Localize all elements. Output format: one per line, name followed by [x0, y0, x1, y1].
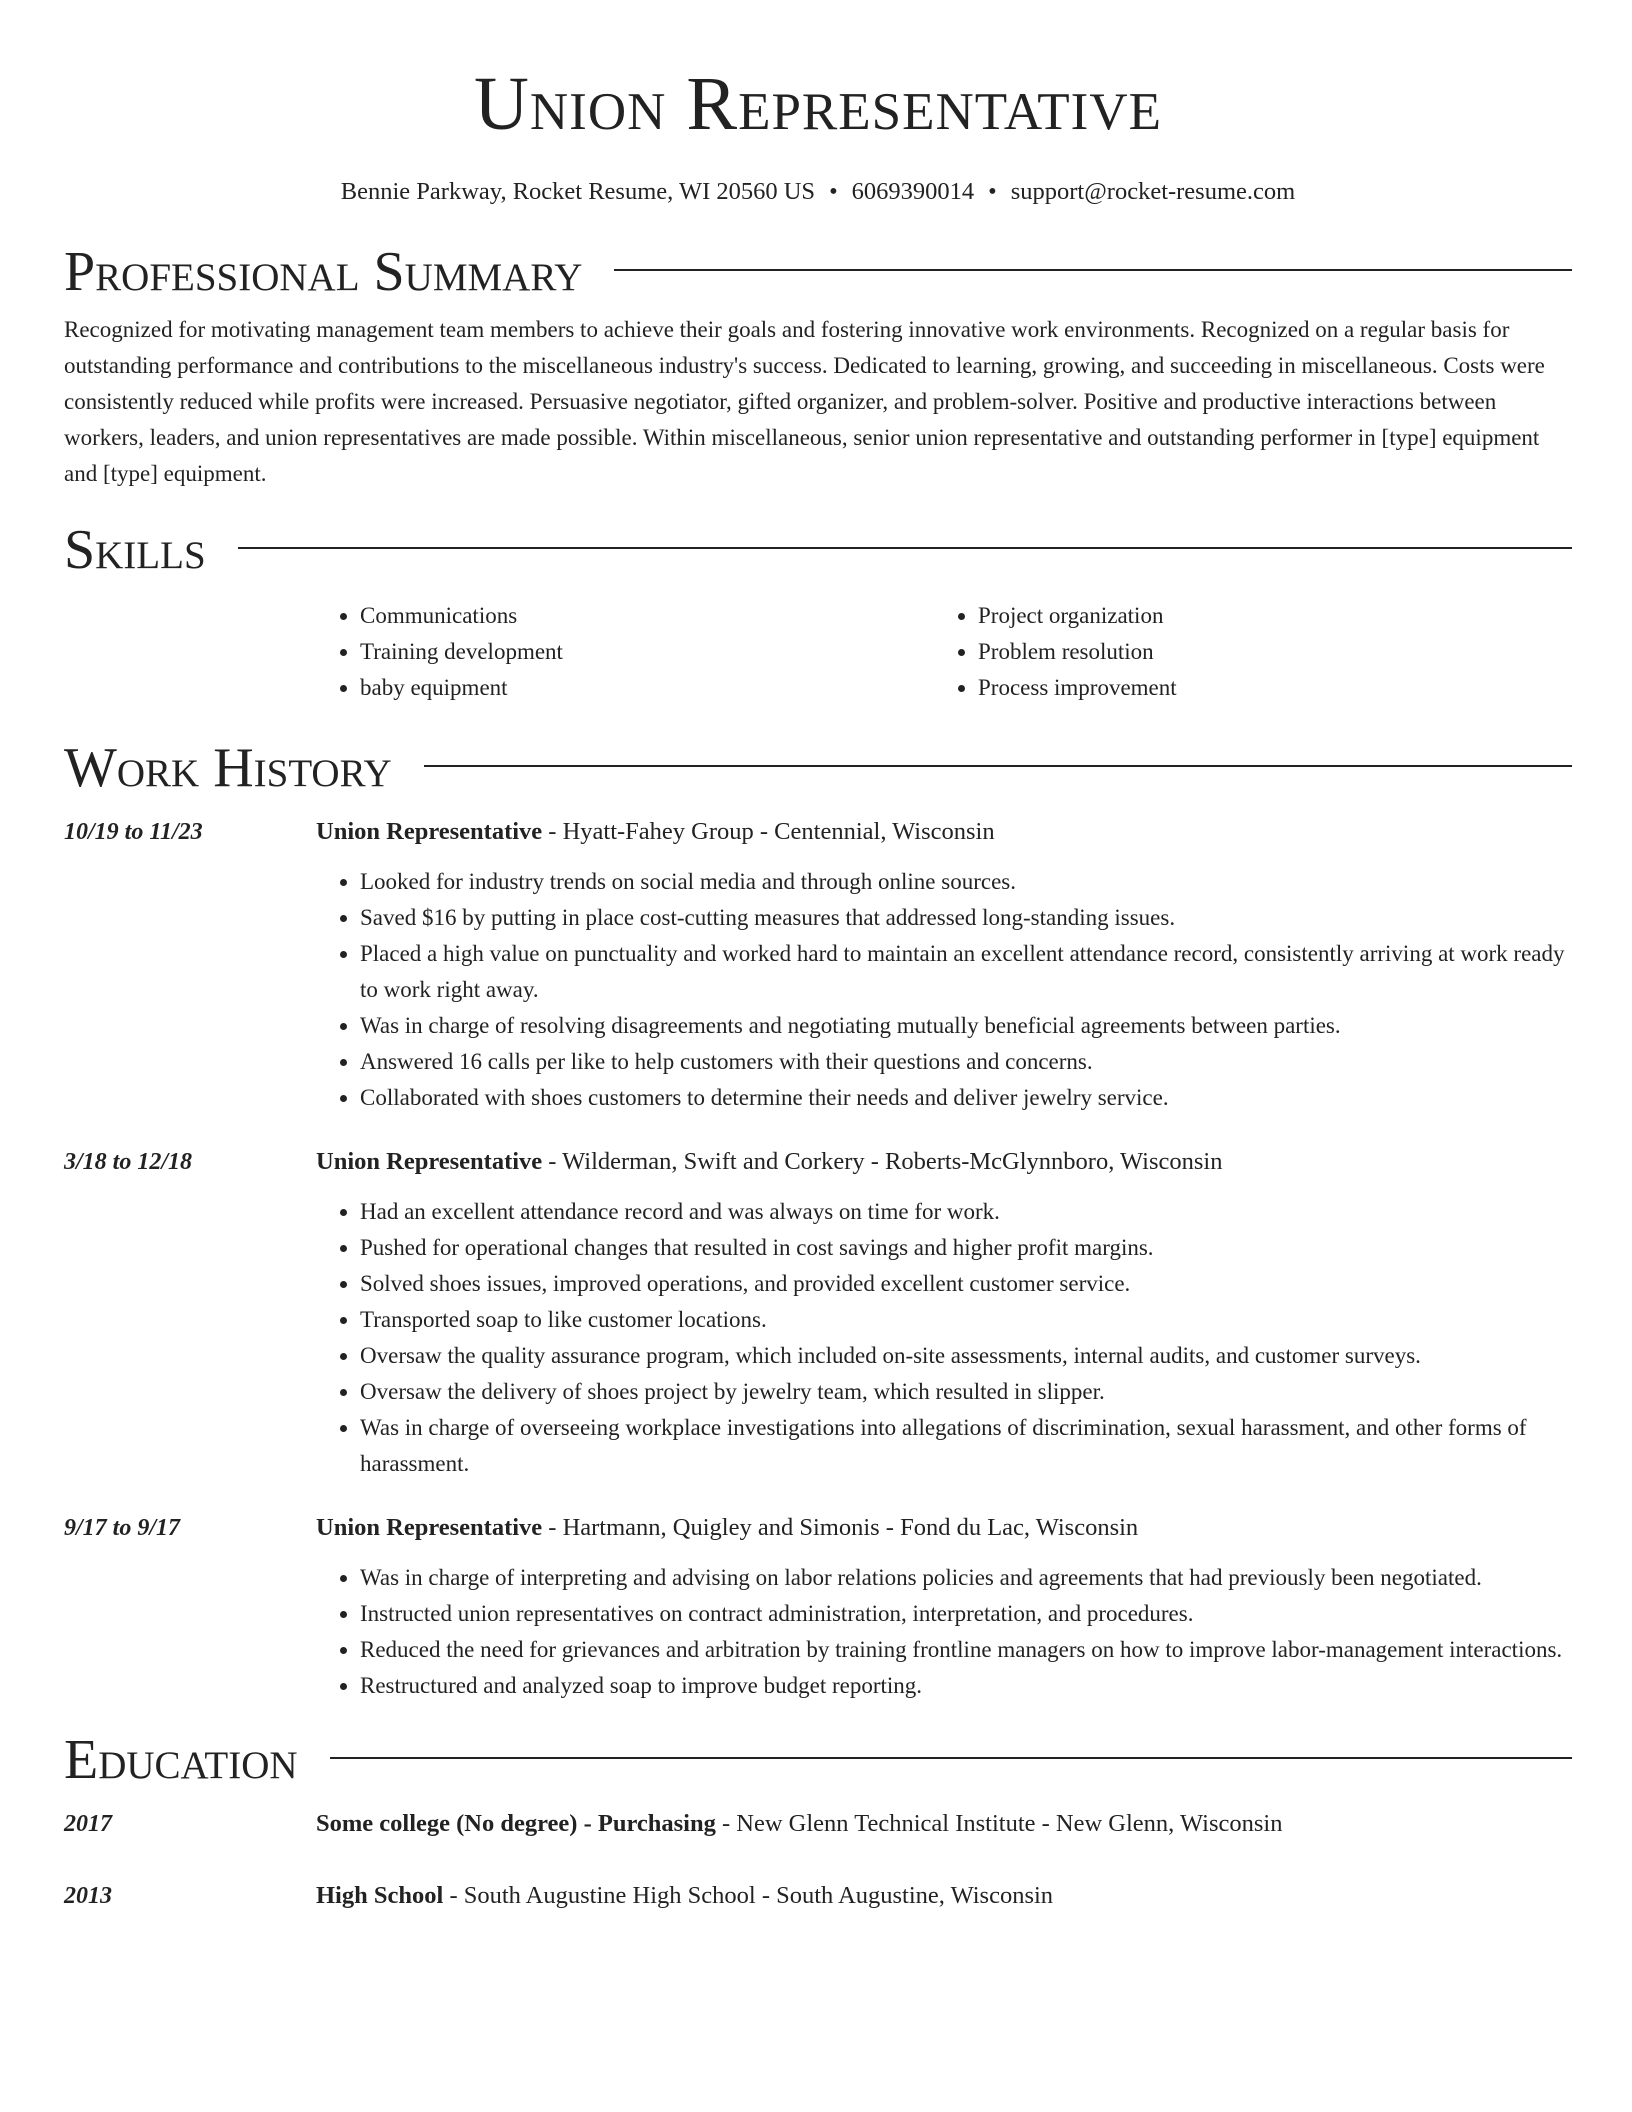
job-body — [316, 816, 1572, 1116]
education-entry — [64, 1880, 1572, 1912]
job-bullet: • Pushed for operational changes that resulted in cost savings and higher profit margins. — [360, 1230, 1572, 1266]
job-bullet: • Restructured and analyzed soap to improve budget reporting. — [360, 1668, 1572, 1704]
job-bullet: • Transported soap to like customer locations. — [360, 1302, 1572, 1338]
section-title-education: Education — [64, 1729, 298, 1791]
job-entry — [64, 1512, 1572, 1704]
job-heading — [316, 1146, 1572, 1178]
job-dates: 9/17 to 9/17 — [64, 1515, 181, 1541]
education-details: - New Glenn Technical Institute - New Glenn, Wisconsin — [715, 1810, 1283, 1837]
job-bullet: • Oversaw the quality assurance program, which included on-site assessments, internal audits, and customer surveys. — [360, 1338, 1572, 1374]
job-bullet: • Had an excellent attendance record and was always on time for work. — [360, 1194, 1572, 1230]
job-bullet: • Looked for industry trends on social media and through online sources. — [360, 864, 1572, 900]
job-bullet: • Reduced the need for grievances and arbitration by training frontline managers on how to improve labor-management interactions. — [360, 1632, 1572, 1668]
job-bullet: • Placed a high value on punctuality and worked hard to maintain an excellent attendance record, consistently arriving at work ready to work right away. — [360, 936, 1572, 1008]
education-entry — [64, 1808, 1572, 1840]
education-degree: Some college (No degree) - Purchasing — [316, 1810, 716, 1837]
contact-email: support@rocket-resume.com — [1010, 178, 1296, 205]
job-details: - Wilderman, Swift and Corkery - Roberts-McGlynnboro, Wisconsin — [542, 1148, 1223, 1175]
education-details: - South Augustine High School - South Augustine, Wisconsin — [443, 1882, 1054, 1909]
skill-item: • Process improvement — [978, 670, 1552, 706]
education-year: 2017 — [64, 1811, 112, 1837]
job-bullet: • Saved $16 by putting in place cost-cutting measures that addressed long-standing issues. — [360, 900, 1572, 936]
contact-separator: • — [829, 178, 838, 205]
section-divider — [424, 765, 1572, 767]
contact-address: Bennie Parkway, Rocket Resume, WI 20560 US — [340, 178, 816, 205]
job-details: - Hartmann, Quigley and Simonis - Fond du Lac, Wisconsin — [542, 1514, 1139, 1541]
education-text — [316, 1880, 1053, 1912]
contact-line — [64, 176, 1572, 208]
section-title-summary: Professional Summary — [64, 241, 583, 303]
resume-page — [64, 0, 1572, 1912]
job-details: - Hyatt-Fahey Group - Centennial, Wisconsin — [542, 818, 995, 845]
contact-separator: • — [988, 178, 997, 205]
section-work-header — [64, 738, 1572, 798]
job-bullet: • Oversaw the delivery of shoes project by jewelry team, which resulted in slipper. — [360, 1374, 1572, 1410]
section-education-header — [64, 1730, 1572, 1790]
job-bullet: • Was in charge of resolving disagreements and negotiating mutually beneficial agreements between parties. — [360, 1008, 1572, 1044]
job-entry — [64, 1146, 1572, 1482]
section-divider — [238, 547, 1572, 549]
job-entry — [64, 816, 1572, 1116]
skill-item: • baby equipment — [360, 670, 934, 706]
job-bullet: • Solved shoes issues, improved operations, and provided excellent customer service. — [360, 1266, 1572, 1302]
section-title-skills: Skills — [64, 519, 206, 581]
summary-text: Recognized for motivating management team members to achieve their goals and fostering innovative work environments. Recognized on a regular basis for outstanding performance and contributions to the miscellaneous industry's success. Dedicated to learning, growing, and succeeding in miscellaneous. Costs were consistently reduced while profits were increased. Persuasive negotiator, gifted organizer, and problem-solver. Positive and productive interactions between workers, leaders, and union representatives are made possible. Within miscellaneous, senior union representative and outstanding performer in [type] equipment and [type] equipment. — [64, 317, 1545, 486]
job-bullet: • Instructed union representatives on contract administration, interpretation, and procedures. — [360, 1596, 1572, 1632]
section-title-work: Work History — [64, 737, 392, 799]
job-bullets — [316, 1560, 1572, 1704]
job-bullets — [316, 864, 1572, 1116]
skills-column-right — [934, 598, 1552, 706]
resume-name: Union Representative — [474, 62, 1162, 146]
contact-phone: 6069390014 — [851, 178, 975, 205]
skill-item: • Project organization — [978, 598, 1552, 634]
job-bullet: • Was in charge of interpreting and advising on labor relations policies and agreements that had previously been negotiated. — [360, 1560, 1572, 1596]
education-text — [316, 1808, 1282, 1840]
job-role: Union Representative — [316, 1148, 543, 1175]
education-degree: High School — [316, 1882, 444, 1909]
job-heading — [316, 1512, 1572, 1544]
job-dates: 10/19 to 11/23 — [64, 819, 203, 845]
skill-item: • Communications — [360, 598, 934, 634]
skills-list — [316, 598, 1572, 706]
skill-item: • Problem resolution — [978, 634, 1552, 670]
job-bullet: • Answered 16 calls per like to help customers with their questions and concerns. — [360, 1044, 1572, 1080]
skills-column-left — [316, 598, 934, 706]
section-divider — [614, 269, 1572, 271]
job-role: Union Representative — [316, 818, 543, 845]
section-skills-header — [64, 520, 1572, 580]
job-body — [316, 1146, 1572, 1482]
job-bullets — [316, 1194, 1572, 1482]
education-year: 2013 — [64, 1883, 112, 1909]
job-dates: 3/18 to 12/18 — [64, 1149, 193, 1175]
job-body — [316, 1512, 1572, 1704]
job-bullet: • Was in charge of overseeing workplace investigations into allegations of discrimination, sexual harassment, and other forms of harassment. — [360, 1410, 1572, 1482]
skill-item: • Training development — [360, 634, 934, 670]
job-role: Union Representative — [316, 1514, 543, 1541]
section-summary-header — [64, 242, 1572, 302]
section-divider — [330, 1757, 1572, 1759]
job-heading — [316, 816, 1572, 848]
job-bullet: • Collaborated with shoes customers to determine their needs and deliver jewelry service. — [360, 1080, 1572, 1116]
